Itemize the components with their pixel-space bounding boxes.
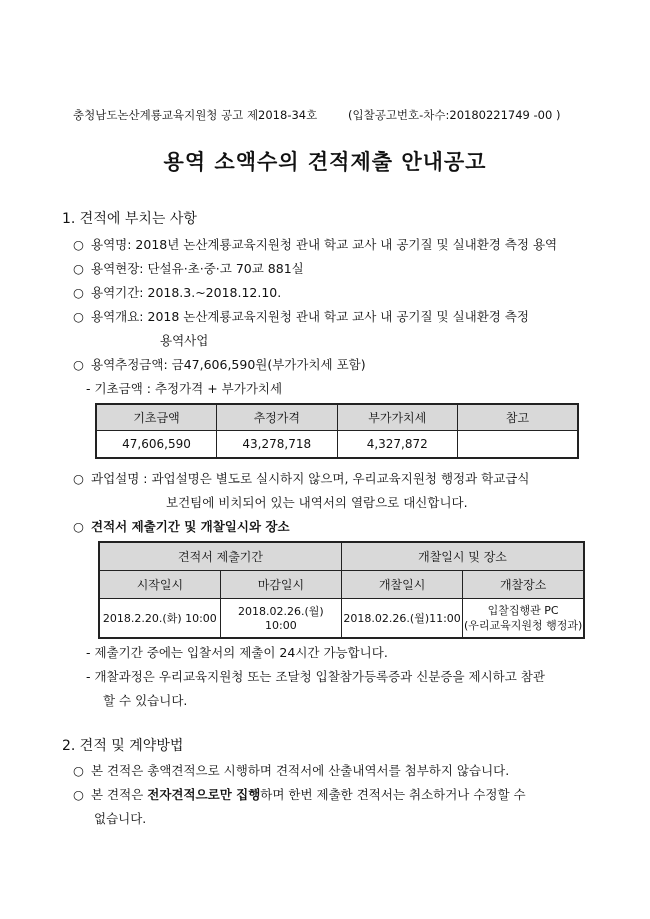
basis-amount-line: - 기초금액 : 추정가격 + 부가가치세 (86, 381, 283, 396)
table-header: 시작일시 (99, 570, 220, 598)
table-header: 추정가격 (217, 404, 338, 430)
opening-datetime-cell: 2018.02.26.(월)11:00 (342, 598, 463, 638)
table-header: 참고 (458, 404, 579, 430)
e-estimate-text: 본 견적은 (91, 787, 148, 802)
page-title: 용역 소액수의 견적제출 안내공고 (163, 150, 487, 174)
e-estimate-text-cont: 없습니다. (94, 811, 147, 826)
circle-bullet-icon: ○ (73, 357, 84, 372)
list-item (73, 307, 529, 325)
service-period: 용역기간: 2018.3.~2018.12.10. (91, 285, 282, 300)
briefing-text: 과업설명 : 과업설명은 별도로 실시하지 않으며, 우리교육지원청 행정과 학교급식 (91, 471, 530, 486)
opening-place-line: 입찰집행관 PC (487, 603, 559, 617)
note-line: - 제출기간 중에는 입찰서의 제출이 24시간 가능합니다. (86, 645, 388, 660)
service-overview: 용역개요: 2018 논산계룡교육지원청 관내 학교 교사 내 공기질 및 실내환경 측정 (91, 309, 530, 324)
opening-place-line: (우리교육지원청 행정과) (463, 618, 583, 632)
note-cell (458, 430, 579, 458)
circle-bullet-icon: ○ (73, 309, 84, 324)
list-item (73, 785, 526, 803)
submission-heading: 견적서 제출기간 및 개찰일시와 장소 (91, 519, 290, 534)
notice-number: 충청남도논산계룡교육지원청 공고 제2018-34호 (73, 108, 318, 122)
circle-bullet-icon: ○ (73, 261, 84, 276)
table-header: 개찰장소 (463, 570, 584, 598)
table-header: 개찰일시 및 장소 (342, 542, 585, 570)
base-amount-cell: 47,606,590 (96, 430, 217, 458)
section-2-heading: 2. 견적 및 계약방법 (62, 738, 184, 754)
circle-bullet-icon: ○ (73, 285, 84, 300)
list-item (73, 517, 290, 535)
note-line: - 개찰과정은 우리교육지원청 또는 조달청 입찰참가등록증과 신분증을 제시하고 참관 (86, 669, 545, 684)
list-item (73, 235, 557, 253)
circle-bullet-icon: ○ (73, 787, 84, 802)
table-header: 기초금액 (96, 404, 217, 430)
vat-cell: 4,327,872 (337, 430, 458, 458)
circle-bullet-icon: ○ (73, 519, 84, 534)
service-overview-cont: 용역사업 (160, 333, 209, 348)
circle-bullet-icon: ○ (73, 471, 84, 486)
section-1-heading: 1. 견적에 부치는 사항 (62, 211, 197, 227)
list-item (73, 355, 366, 373)
e-estimate-emphasis: 전자견적으로만 집행 (147, 787, 261, 802)
list-item (73, 259, 304, 277)
circle-bullet-icon: ○ (73, 237, 84, 252)
end-datetime-cell: 2018.02.26.(월) 10:00 (220, 598, 341, 638)
service-site: 용역현장: 단설유·초·중·고 70교 881실 (91, 261, 304, 276)
briefing-text-cont: 보건팀에 비치되어 있는 내역서의 열람으로 대신합니다. (166, 495, 468, 510)
e-estimate-text-tail: 하며 한번 제출한 견적서는 취소하거나 수정할 수 (260, 787, 526, 802)
opening-place-cell (463, 598, 584, 638)
start-datetime-cell: 2018.2.20.(화) 10:00 (99, 598, 220, 638)
list-item (73, 761, 509, 779)
amount-table (95, 403, 579, 459)
circle-bullet-icon: ○ (73, 763, 84, 778)
note-line: 할 수 있습니다. (103, 693, 188, 708)
table-header: 견적서 제출기간 (99, 542, 342, 570)
estimated-price-cell: 43,278,718 (217, 430, 338, 458)
service-name: 용역명: 2018년 논산계룡교육지원청 관내 학교 교사 내 공기질 및 실내환경 측정 용역 (91, 237, 558, 252)
table-header: 부가가치세 (337, 404, 458, 430)
list-item (73, 469, 529, 487)
table-header: 개찰일시 (342, 570, 463, 598)
schedule-table (98, 541, 585, 639)
estimated-amount: 용역추정금액: 금47,606,590원(부가가치세 포함) (91, 357, 366, 372)
bid-number: (입찰공고번호-차수:20180221749 -00 ) (348, 108, 561, 122)
list-item (73, 283, 281, 301)
contract-method-text: 본 견적은 총액견적으로 시행하며 견적서에 산출내역서를 첨부하지 않습니다. (91, 763, 510, 778)
table-header: 마감일시 (220, 570, 341, 598)
